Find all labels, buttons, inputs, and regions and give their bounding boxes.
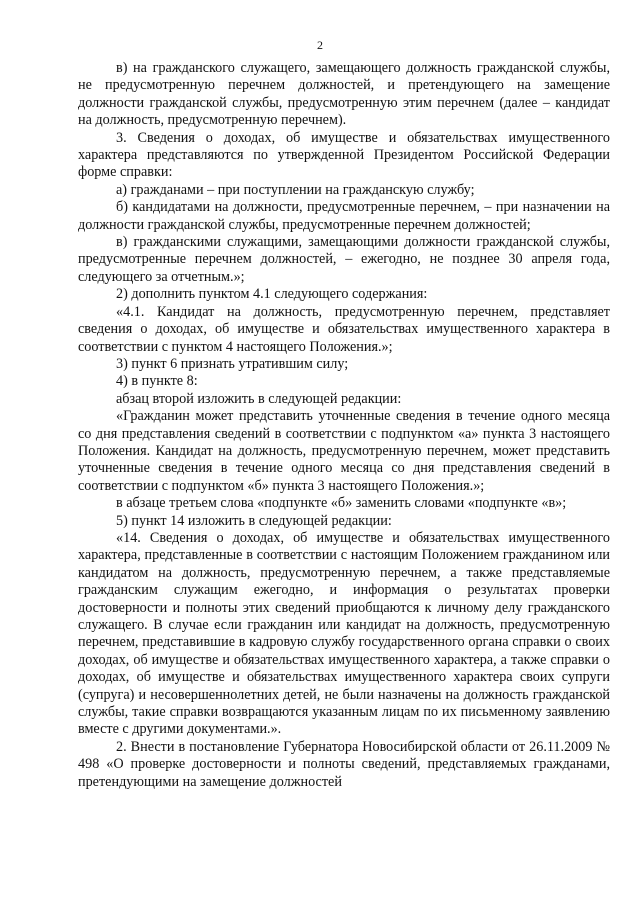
paragraph-section-2: 2. Внести в постановление Губернатора Новосибирской области от 26.11.2009 № 498 «О проверке достоверности и полноты сведений, представляемых гражданами, претендующими на замещение должностей (78, 738, 610, 790)
paragraph-subitem-a: а) гражданами – при поступлении на гражданскую службу; (116, 181, 475, 198)
document-body (78, 60, 610, 791)
paragraph-subitem-v-civil-servants: в) гражданскими служащими, замещающими должности гражданской службы, предусмотренные перечнем должностей, – ежегодно, не позднее 30 апреля года, следующего за отчетным.»; (78, 234, 610, 285)
paragraph-item-3: 3. Сведения о доходах, об имуществе и обязательствах имущественного характера представляются по утвержденной Президентом Российской Федерации форме справки: (78, 129, 610, 181)
page-number: 2 (317, 38, 323, 52)
paragraph-subitem-v: в) на гражданского служащего, замещающего должность гражданской службы, не предусмотренную перечнем должностей, и претендующего на замещение должности гражданской службы, предусмотренную этим перечнем (далее – кандидат на должность, предусмотренную перечнем). (78, 60, 610, 129)
paragraph-amendment-5: 5) пункт 14 изложить в следующей редакции: (116, 512, 392, 529)
paragraph-amendment-4: 4) в пункте 8: (116, 373, 198, 390)
paragraph-second-clause: абзац второй изложить в следующей редакции: (116, 390, 402, 407)
paragraph-third-clause: в абзаце третьем слова «подпункте «б» заменить словами «подпункте «в»; (116, 495, 567, 512)
paragraph-subitem-b: б) кандидатами на должности, предусмотренные перечнем, – при назначении на должности гражданской службы, предусмотренные перечнем должностей; (78, 199, 610, 233)
paragraph-amendment-2: 2) дополнить пунктом 4.1 следующего содержания: (116, 286, 428, 303)
paragraph-clarified-info: «Гражданин может представить уточненные сведения в течение одного месяца со дня представления сведений в соответствии с подпунктом «а» пункта 3 настоящего Положения. Кандидат на должность, предусмотренную перечнем, может представить уточненные сведения в течение одного месяца со дня представления сведений в соответствии с подпунктом «б» пункта 3 настоящего Положения.»; (78, 408, 610, 494)
paragraph-amendment-3: 3) пункт 6 признать утратившим силу; (116, 355, 349, 372)
paragraph-item-14: «14. Сведения о доходах, об имуществе и обязательствах имущественного характера, представленные в соответствии с настоящим Положением гражданином или кандидатом на должность, предусмотренную перечнем, а также представляемые гражданским служащим ежегодно, и информация о результатах проверки достоверности и полноты этих сведений приобщаются к личному делу гражданского служащего. В случае если гражданин или кандидат на должность, предусмотренную перечнем, представившие в кадровую службу государственного органа справки о своих доходах, об имуществе и обязательствах имущественного характера, а также справки о доходах, об имуществе и обязательствах имущественного характера своих супруги (супруга) и несовершеннолетних детей, не были назначены на должность гражданской службы, такие справки возвращаются указанным лицам по их письменному заявлению вместе с другими документами.». (78, 529, 610, 738)
paragraph-item-4-1: «4.1. Кандидат на должность, предусмотренную перечнем, представляет сведения о доходах, об имуществе и обязательствах имущественного характера в соответствии с пунктом 4 настоящего Положения.»; (78, 303, 610, 355)
